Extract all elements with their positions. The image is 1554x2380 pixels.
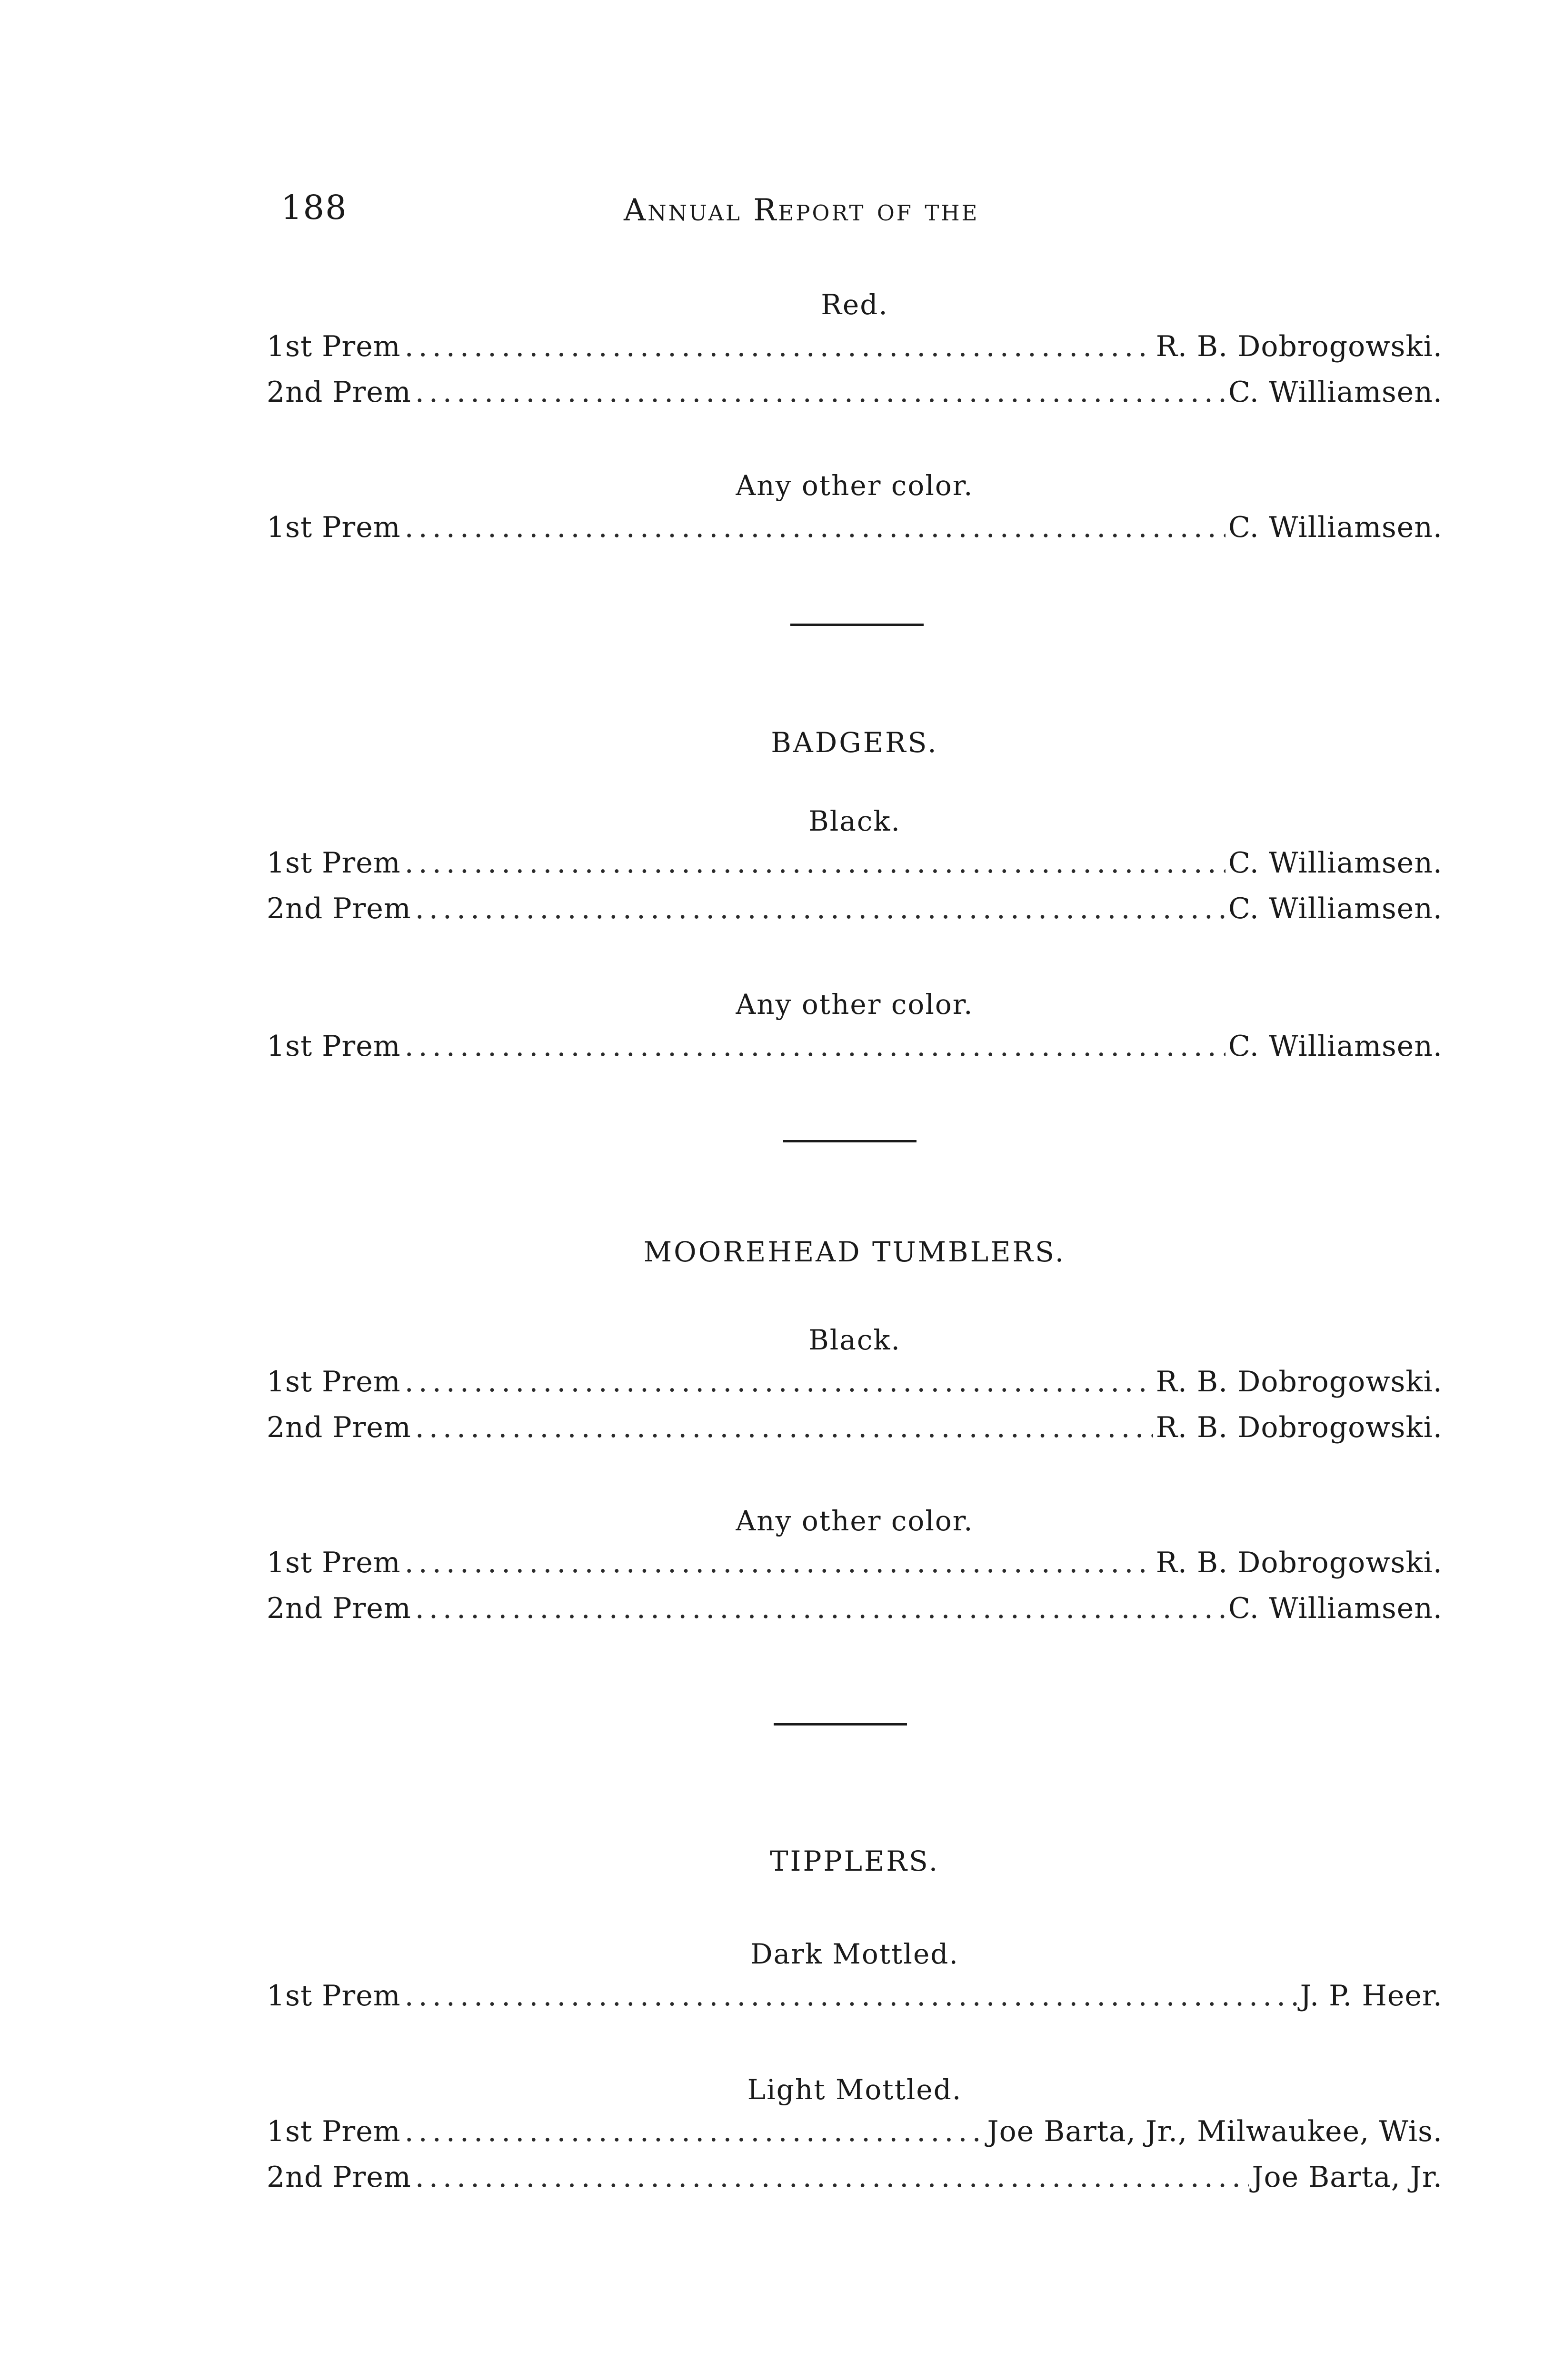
prize-entry [267, 2109, 1443, 2154]
color-heading: Any other color. [736, 988, 974, 1021]
color-heading: Dark Mottled. [750, 1938, 959, 1970]
dot-leader [405, 1359, 1153, 1405]
prize-entry [267, 369, 1443, 415]
color-group [267, 1321, 1443, 1450]
prize-entry [267, 1359, 1443, 1405]
prize-entry [267, 505, 1443, 550]
color-heading: Any other color. [736, 469, 974, 502]
dot-leader [415, 886, 1225, 932]
prize-place: 2nd Prem [267, 376, 411, 409]
color-heading: Black. [808, 1324, 901, 1356]
dot-leader [415, 369, 1225, 415]
prize-winner: R. B. Dobrogowski. [1156, 330, 1443, 363]
running-head [281, 188, 1433, 231]
prize-winner: R. B. Dobrogowski. [1156, 1365, 1443, 1398]
section-title: MOOREHEAD TUMBLERS. [643, 1236, 1066, 1268]
dot-leader [415, 1586, 1225, 1631]
section-divider [774, 1723, 907, 1726]
prize-winner: C. Williamsen. [1228, 1592, 1443, 1625]
prize-winner: R. B. Dobrogowski. [1156, 1546, 1443, 1579]
prize-winner: Joe Barta, Jr. [1252, 2161, 1443, 2194]
prize-place: 1st Prem [267, 1546, 401, 1579]
section-title: BADGERS. [771, 726, 938, 759]
prize-place: 1st Prem [267, 1979, 401, 2013]
prize-place: 1st Prem [267, 2115, 401, 2148]
page-number: 188 [281, 188, 348, 227]
prize-winner: J. P. Heer. [1300, 1979, 1443, 2013]
prize-winner: R. B. Dobrogowski. [1156, 1411, 1443, 1444]
running-title: Annual Report of the [624, 193, 979, 228]
prize-winner: C. Williamsen. [1228, 511, 1443, 544]
section-divider [783, 1140, 916, 1142]
dot-leader [405, 1973, 1297, 2019]
dot-leader [405, 324, 1153, 369]
color-group [267, 1502, 1443, 1631]
prize-entry [267, 886, 1443, 932]
section-tipplers [267, 1842, 1443, 1880]
color-heading: Light Mottled. [747, 2073, 962, 2106]
dot-leader [405, 1540, 1153, 1586]
dot-leader [415, 2154, 1249, 2200]
prize-winner: C. Williamsen. [1228, 376, 1443, 409]
prize-entry [267, 2154, 1443, 2200]
prize-place: 2nd Prem [267, 2161, 411, 2194]
dot-leader [405, 840, 1225, 886]
prize-entry [267, 324, 1443, 369]
section-divider [790, 624, 924, 626]
color-heading: Black. [808, 805, 901, 837]
prize-winner: Joe Barta, Jr., Milwaukee, Wis. [987, 2115, 1443, 2148]
section-moorehead-tumblers [267, 1233, 1443, 1271]
prize-place: 1st Prem [267, 511, 401, 544]
prize-entry [267, 1540, 1443, 1586]
section-continued [267, 286, 1443, 415]
color-group [267, 985, 1443, 1069]
color-heading: Any other color. [736, 1505, 974, 1537]
color-group [267, 1935, 1443, 2019]
prize-place: 1st Prem [267, 330, 401, 363]
prize-place: 1st Prem [267, 846, 401, 880]
prize-entry [267, 840, 1443, 886]
prize-place: 1st Prem [267, 1365, 401, 1398]
prize-entry [267, 1405, 1443, 1450]
color-group [267, 2071, 1443, 2200]
dot-leader [405, 505, 1225, 550]
section-badgers [267, 724, 1443, 762]
color-group [267, 802, 1443, 932]
dot-leader [405, 1023, 1225, 1069]
prize-winner: C. Williamsen. [1228, 1030, 1443, 1063]
color-group [267, 466, 1443, 550]
prize-winner: C. Williamsen. [1228, 892, 1443, 925]
prize-entry [267, 1586, 1443, 1631]
prize-winner: C. Williamsen. [1228, 846, 1443, 880]
prize-place: 2nd Prem [267, 1411, 411, 1444]
prize-entry [267, 1973, 1443, 2019]
prize-place: 2nd Prem [267, 1592, 411, 1625]
dot-leader [405, 2109, 985, 2154]
prize-entry [267, 1023, 1443, 1069]
dot-leader [415, 1405, 1153, 1450]
prize-place: 2nd Prem [267, 892, 411, 925]
section-title: TIPPLERS. [769, 1845, 940, 1877]
color-heading: Red. [821, 288, 888, 321]
prize-place: 1st Prem [267, 1030, 401, 1063]
